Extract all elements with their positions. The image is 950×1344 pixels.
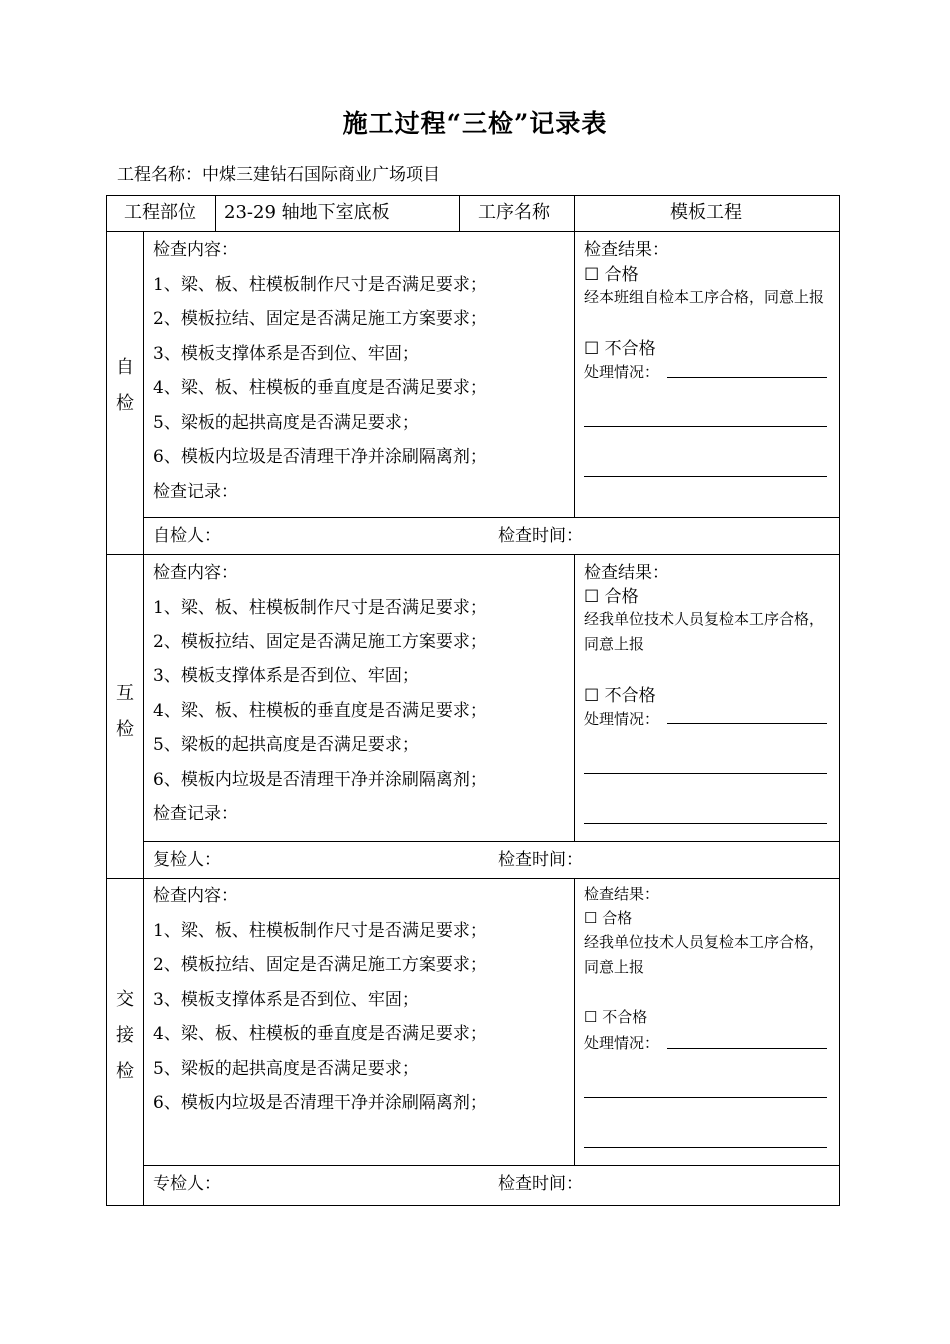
handling-blank[interactable] xyxy=(584,823,827,824)
pass-note: 经本班组自检本工序合格，同意上报 xyxy=(584,288,825,306)
side-label: 交 接 检 xyxy=(116,989,134,1082)
fail-checkbox[interactable]: ☐ 不合格 xyxy=(584,339,656,359)
check-item: 4、梁、板、柱模板的垂直度是否满足要求； xyxy=(153,1024,487,1044)
result-label: 检查结果： xyxy=(584,240,669,260)
side-label: 互 检 xyxy=(116,683,134,740)
check-item: 3、模板支撑体系是否到位、牢固； xyxy=(153,990,419,1010)
check-item: 5、梁板的起拱高度是否满足要求； xyxy=(153,413,419,433)
check-item: 4、梁、板、柱模板的垂直度是否满足要求； xyxy=(153,701,487,721)
pass-note: 经我单位技术人员复检本工序合格，同意上报 xyxy=(584,610,825,653)
handling-blank[interactable] xyxy=(584,476,827,477)
content-label: 检查内容： xyxy=(153,886,238,906)
check-item: 2、模板拉结、固定是否满足施工方案要求； xyxy=(153,632,487,652)
side-label: 自 检 xyxy=(116,357,134,414)
check-item: 3、模板支撑体系是否到位、牢固； xyxy=(153,344,419,364)
record-label: 检查记录： xyxy=(153,804,238,824)
pass-note: 经我单位技术人员复检本工序合格，同意上报 xyxy=(584,933,825,976)
time-label: 检查时间： xyxy=(498,850,583,870)
part-value: 23-29 轴地下室底板 xyxy=(224,202,390,223)
pass-checkbox[interactable]: ☐ 合格 xyxy=(584,265,639,285)
fail-checkbox[interactable]: ☐ 不合格 xyxy=(584,1008,648,1026)
handling-label: 处理情况： xyxy=(584,363,660,381)
check-item: 5、梁板的起拱高度是否满足要求； xyxy=(153,735,419,755)
handling-label: 处理情况： xyxy=(584,1034,660,1052)
project-name: 工程名称：中煤三建钻石国际商业广场项目 xyxy=(117,165,440,185)
handling-label: 处理情况： xyxy=(584,710,660,728)
check-item: 5、梁板的起拱高度是否满足要求； xyxy=(153,1059,419,1079)
part-label: 工程部位 xyxy=(124,202,196,223)
handling-blank[interactable] xyxy=(667,723,827,724)
check-item: 1、梁、板、柱模板制作尺寸是否满足要求； xyxy=(153,275,487,295)
content-label: 检查内容： xyxy=(153,563,238,583)
handling-blank[interactable] xyxy=(667,1048,827,1049)
check-item: 6、模板内垃圾是否清理干净并涂刷隔离剂； xyxy=(153,1093,487,1113)
check-item: 1、梁、板、柱模板制作尺寸是否满足要求； xyxy=(153,921,487,941)
handling-blank[interactable] xyxy=(584,773,827,774)
result-label: 检查结果： xyxy=(584,885,660,903)
time-label: 检查时间： xyxy=(498,526,583,546)
process-value: 模板工程 xyxy=(670,202,742,223)
handling-blank[interactable] xyxy=(584,1097,827,1098)
check-item: 2、模板拉结、固定是否满足施工方案要求； xyxy=(153,309,487,329)
page-title: 施工过程“三检”记录表 xyxy=(342,109,608,138)
inspector-label: 自检人： xyxy=(153,526,221,546)
check-item: 1、梁、板、柱模板制作尺寸是否满足要求； xyxy=(153,598,487,618)
check-item: 4、梁、板、柱模板的垂直度是否满足要求； xyxy=(153,378,487,398)
handling-blank[interactable] xyxy=(584,1147,827,1148)
handling-blank[interactable] xyxy=(667,377,827,378)
check-item: 2、模板拉结、固定是否满足施工方案要求； xyxy=(153,955,487,975)
record-label: 检查记录： xyxy=(153,482,238,502)
process-label: 工序名称 xyxy=(478,202,550,223)
check-item: 6、模板内垃圾是否清理干净并涂刷隔离剂； xyxy=(153,447,487,467)
fail-checkbox[interactable]: ☐ 不合格 xyxy=(584,686,656,706)
inspector-label: 复检人： xyxy=(153,850,221,870)
result-label: 检查结果： xyxy=(584,563,669,583)
content-label: 检查内容： xyxy=(153,240,238,260)
pass-checkbox[interactable]: ☐ 合格 xyxy=(584,909,633,927)
handling-blank[interactable] xyxy=(584,426,827,427)
time-label: 检查时间： xyxy=(498,1174,583,1194)
pass-checkbox[interactable]: ☐ 合格 xyxy=(584,587,639,607)
check-item: 6、模板内垃圾是否清理干净并涂刷隔离剂； xyxy=(153,770,487,790)
inspector-label: 专检人： xyxy=(153,1174,221,1194)
check-item: 3、模板支撑体系是否到位、牢固； xyxy=(153,666,419,686)
